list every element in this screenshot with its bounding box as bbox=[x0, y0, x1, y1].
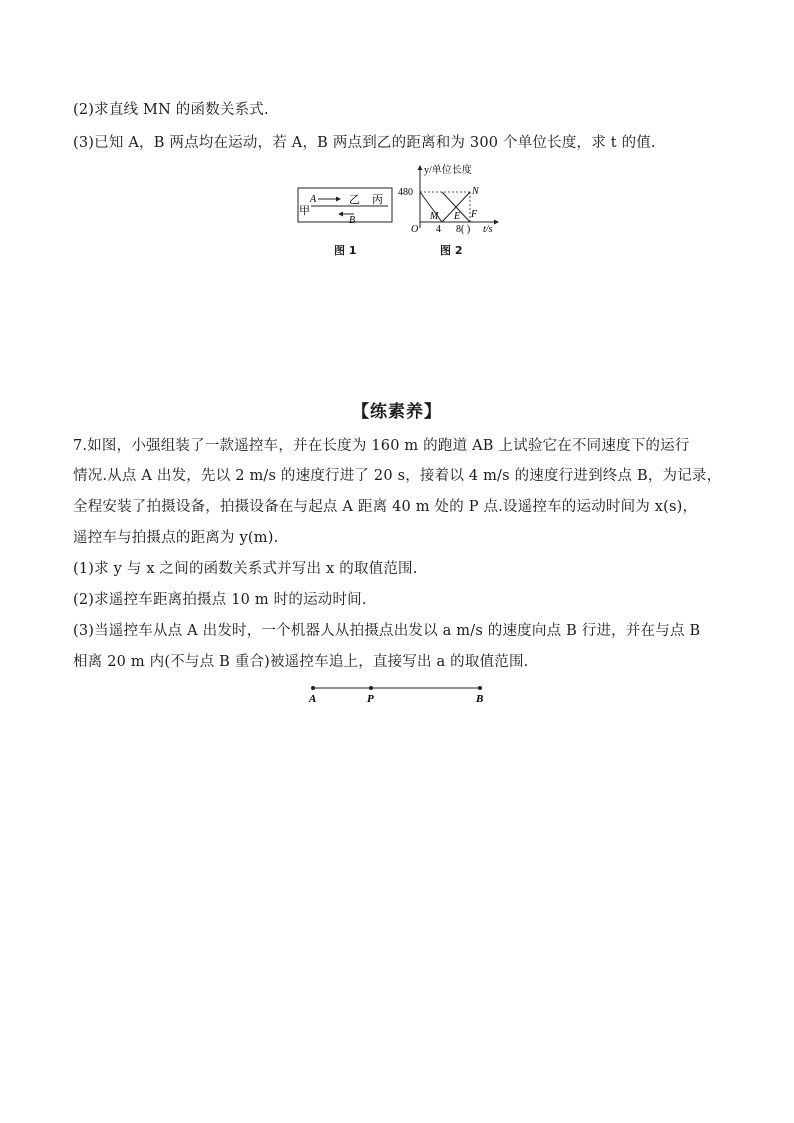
figure2-point-m: M bbox=[430, 211, 439, 222]
figure-1 bbox=[296, 186, 396, 226]
problem7-line3: 全程安装了拍摄设备，拍摄设备在与起点 A 距离 40 m 处的 P 点.设遥控车的运动时间为 x(s)， bbox=[73, 499, 698, 515]
figure2-x-tick-4: 4 bbox=[436, 224, 441, 234]
figure-2 bbox=[396, 162, 504, 234]
figure1-b-label: B bbox=[349, 215, 356, 226]
track-point-a bbox=[311, 686, 315, 690]
problem7-part3-line1: (3)当遥控车从点 A 出发时，一个机器人从拍摄点出发以 a m/s 的速度向点 B 行进，并在与点 B bbox=[73, 623, 701, 639]
track-label-a: A bbox=[309, 693, 317, 705]
track-point-b bbox=[478, 686, 482, 690]
problem7-line1: 7.如图，小强组装了一款遥控车，并在长度为 160 m 的跑道 AB 上试验它在不同速度下的运行 bbox=[73, 438, 690, 454]
figure2-y-arrowhead bbox=[418, 165, 423, 170]
figure1-a-label: A bbox=[310, 194, 317, 205]
figure2-x-tick-8: 8( ) bbox=[456, 224, 471, 234]
figure2-x-axis-label: t/s bbox=[483, 224, 493, 234]
figure1-jia: 甲 bbox=[299, 205, 310, 217]
track-figure bbox=[304, 680, 490, 706]
figure2-y-axis-label: y/单位长度 bbox=[424, 165, 472, 176]
figure2-origin: O bbox=[411, 224, 419, 234]
figure2-point-f: F bbox=[471, 209, 478, 220]
track-point-p bbox=[369, 686, 373, 690]
section-title: 【练素养】 bbox=[352, 402, 442, 422]
track-label-p: P bbox=[367, 693, 374, 705]
figure2-x-arrowhead bbox=[494, 220, 499, 225]
figure2-y-tick: 480 bbox=[398, 187, 413, 198]
problem7-part2: (2)求遥控车距离拍摄点 10 m 时的运动时间. bbox=[73, 592, 367, 608]
figure2-point-e: E bbox=[454, 211, 461, 222]
problem7-line4: 遥控车与拍摄点的距离为 y(m). bbox=[73, 530, 279, 546]
problem7-part1: (1)求 y 与 x 之间的函数关系式并写出 x 的取值范围. bbox=[73, 561, 418, 577]
figure1-yi: 乙 bbox=[349, 194, 360, 206]
problem7-part3-line2: 相离 20 m 内(不与点 B 重合)被遥控车追上，直接写出 a 的取值范围. bbox=[73, 654, 529, 670]
figure2-point-n: N bbox=[472, 186, 479, 197]
figure2-caption: 图 2 bbox=[440, 244, 463, 257]
track-label-b: B bbox=[476, 693, 484, 705]
figure1-a-arrowhead bbox=[336, 197, 341, 202]
problem6-part3: (3)已知 A，B 两点均在运动，若 A，B 两点到乙的距离和为 300 个单位长度，求 t 的值. bbox=[73, 135, 656, 151]
problem6-part2: (2)求直线 MN 的函数关系式. bbox=[73, 102, 269, 118]
figure1-bing: 丙 bbox=[372, 194, 383, 206]
figure1-b-arrowhead bbox=[338, 212, 343, 217]
figure1-caption: 图 1 bbox=[334, 244, 357, 257]
problem7-line2: 情况.从点 A 出发，先以 2 m/s 的速度行进了 20 s，接着以 4 m/s 的速度行进到终点 B，为记录， bbox=[73, 468, 722, 484]
